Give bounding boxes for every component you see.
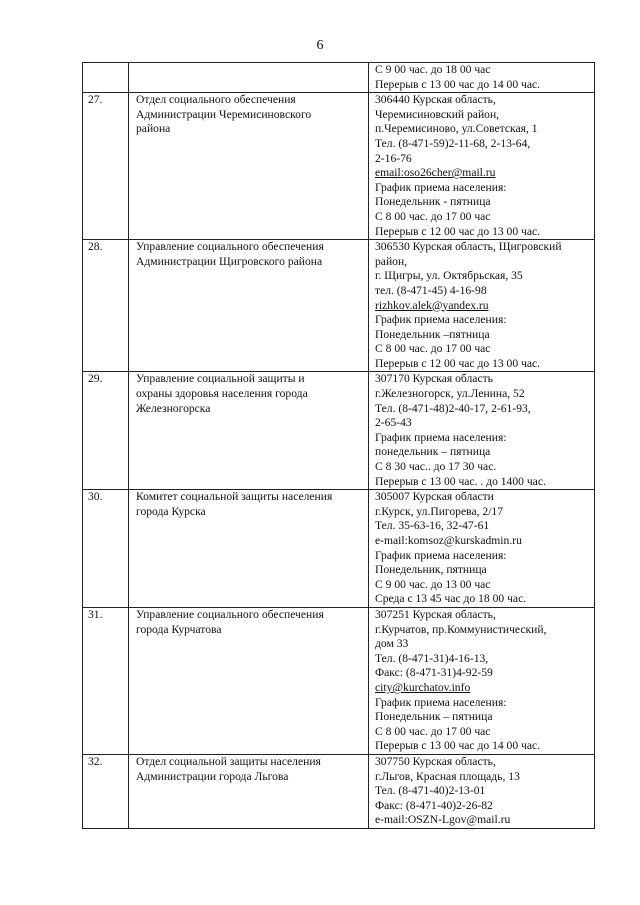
contact-info-cell [369,93,595,240]
contact-line: Перерыв с 12 00 час до 13 00 час. [375,224,541,238]
contact-line: 305007 Курская области [375,490,494,504]
contact-line: Понедельник –пятница [375,327,490,341]
organization-name-line: Управление социального обеспечения [136,607,324,621]
organization-name-line: охраны здоровья населения города [136,387,308,401]
contact-line: С 8 00 час. до 17 00 час [375,342,491,356]
contact-line: дом 33 [375,637,409,651]
organization-name-cell [129,490,369,608]
contact-line: Среда с 13 45 час до 18 00 час. [375,592,527,606]
contact-line: 2-16-76 [375,151,412,165]
organization-name-line: района [136,122,171,136]
contact-line: С 9 00 час. до 13 00 час [375,577,491,591]
contact-info-cell [369,63,595,93]
contact-line: Тел. (8-471-48)2-40-17, 2-61-93, [375,401,531,415]
table-row [83,372,595,490]
organization-name-line: Отдел социального обеспечения [136,93,296,107]
contact-line: район, [375,254,408,268]
row-number-cell: 30. [83,490,129,608]
contact-line: Факс: (8-471-31)4-92-59 [375,666,493,680]
contact-line: 307170 Курская область [375,372,493,386]
contact-line: 307251 Курская область, [375,607,496,621]
contact-line: График приема населения: [375,548,507,562]
email-link[interactable]: email:oso26cher@mail.ru [375,166,496,180]
contact-line: г.Курск, ул.Пигорева, 2/17 [375,504,504,518]
contact-line: тел. (8-471-45) 4-16-98 [375,283,487,297]
contact-line: С 8 30 час.. до 17 30 час. [375,460,497,474]
contact-line: Перерыв с 13 00 час до 14 00 час. [375,739,541,753]
contact-line: г.Железногорск, ул.Ленина, 52 [375,387,525,401]
organization-name-cell [129,63,369,93]
organization-name-cell [129,93,369,240]
contact-line: e-mail:komsoz@kurskadmin.ru [375,534,522,547]
table-row [83,754,595,828]
contact-line: Перерыв с 13 00 час. . до 1400 час. [375,474,546,488]
social-services-table [82,62,595,829]
table-row [83,490,595,608]
organization-name-line: Комитет социальной защиты населения [136,490,333,504]
contact-info-cell [369,607,595,754]
organization-name-line: Управление социальной защиты и [136,372,305,386]
row-number-cell: 28. [83,240,129,372]
row-number-cell: 31. [83,607,129,754]
table-row-continuation [83,63,595,93]
contact-line: Понедельник – пятница [375,710,493,724]
email-link[interactable]: rizhkov.alek@yandex.ru [375,298,489,312]
organization-name-line: города Курчатова [136,622,222,636]
contact-line: г. Щигры, ул. Октябрьская, 35 [375,269,523,283]
contact-line: п.Черемисиново, ул.Советская, 1 [375,122,538,136]
email-link[interactable]: city@kurchatov.info [375,680,471,694]
row-number-cell: 32. [83,754,129,828]
contact-line: г.Курчатов, пр.Коммунистический, [375,622,547,636]
contact-info-cell [369,490,595,608]
organization-name-line: города Курска [136,504,206,518]
organization-name-line: Администрации Черемисиновского [136,107,312,121]
organization-name-line: Администрации Щигровского района [136,254,323,268]
contact-line: Тел. (8-471-59)2-11-68, 2-13-64, [375,136,531,150]
contact-line: Понедельник - пятница [375,195,491,209]
contact-line: г.Льгов, Красная площадь, 13 [375,769,520,783]
contact-info-cell [369,240,595,372]
contact-line: С 8 00 час. до 17 00 час [375,724,491,738]
contact-line: С 9 00 час. до 18 00 час [375,63,491,76]
row-number-cell [83,63,129,93]
organization-name-cell [129,240,369,372]
contact-line: Тел. (8-471-40)2-13-01 [375,784,486,798]
organization-name-cell [129,607,369,754]
table-row [83,93,595,240]
organization-name-line: Управление социального обеспечения [136,240,324,254]
contact-line: 307750 Курская область, [375,754,496,768]
contact-line: Тел. (8-471-31)4-16-13, [375,651,489,665]
organization-name-line: Железногорска [136,401,211,415]
organization-name-line: Администрации города Льгова [136,769,289,783]
contact-line: понедельник – пятница [375,445,491,459]
contact-line: Тел. 35-63-16, 32-47-61 [375,519,490,533]
row-number-cell: 29. [83,372,129,490]
contact-line: Перерыв с 12 00 час до 13 00 час. [375,356,541,370]
organization-name-cell [129,372,369,490]
contact-info-cell [369,372,595,490]
contact-line: Понедельник, пятница [375,563,487,577]
contact-line: График приема населения: [375,313,507,327]
row-number-cell: 27. [83,93,129,240]
contact-line: С 8 00 час. до 17 00 час [375,209,491,223]
contact-line: График приема населения: [375,430,507,444]
contact-line: 2-65-43 [375,416,412,430]
contact-line: 306440 Курская область, [375,93,496,107]
contact-info-cell [369,754,595,828]
table-row [83,607,595,754]
contact-line: 306530 Курская область, Щигровский [375,240,562,254]
contact-line: Перерыв с 13 00 час до 14 00 час. [375,77,541,91]
organization-name-line: Отдел социальной защиты населения [136,754,321,768]
page-number: 6 [316,38,324,53]
contact-line: График приема населения: [375,180,507,194]
contact-line: Черемисиновский район, [375,107,500,121]
contact-line: e-mail:OSZN-Lgov@mail.ru [375,813,511,827]
contact-line: Факс: (8-471-40)2-26-82 [375,798,493,812]
organization-name-cell [129,754,369,828]
table-row [83,240,595,372]
contact-line: График приема населения: [375,695,507,709]
